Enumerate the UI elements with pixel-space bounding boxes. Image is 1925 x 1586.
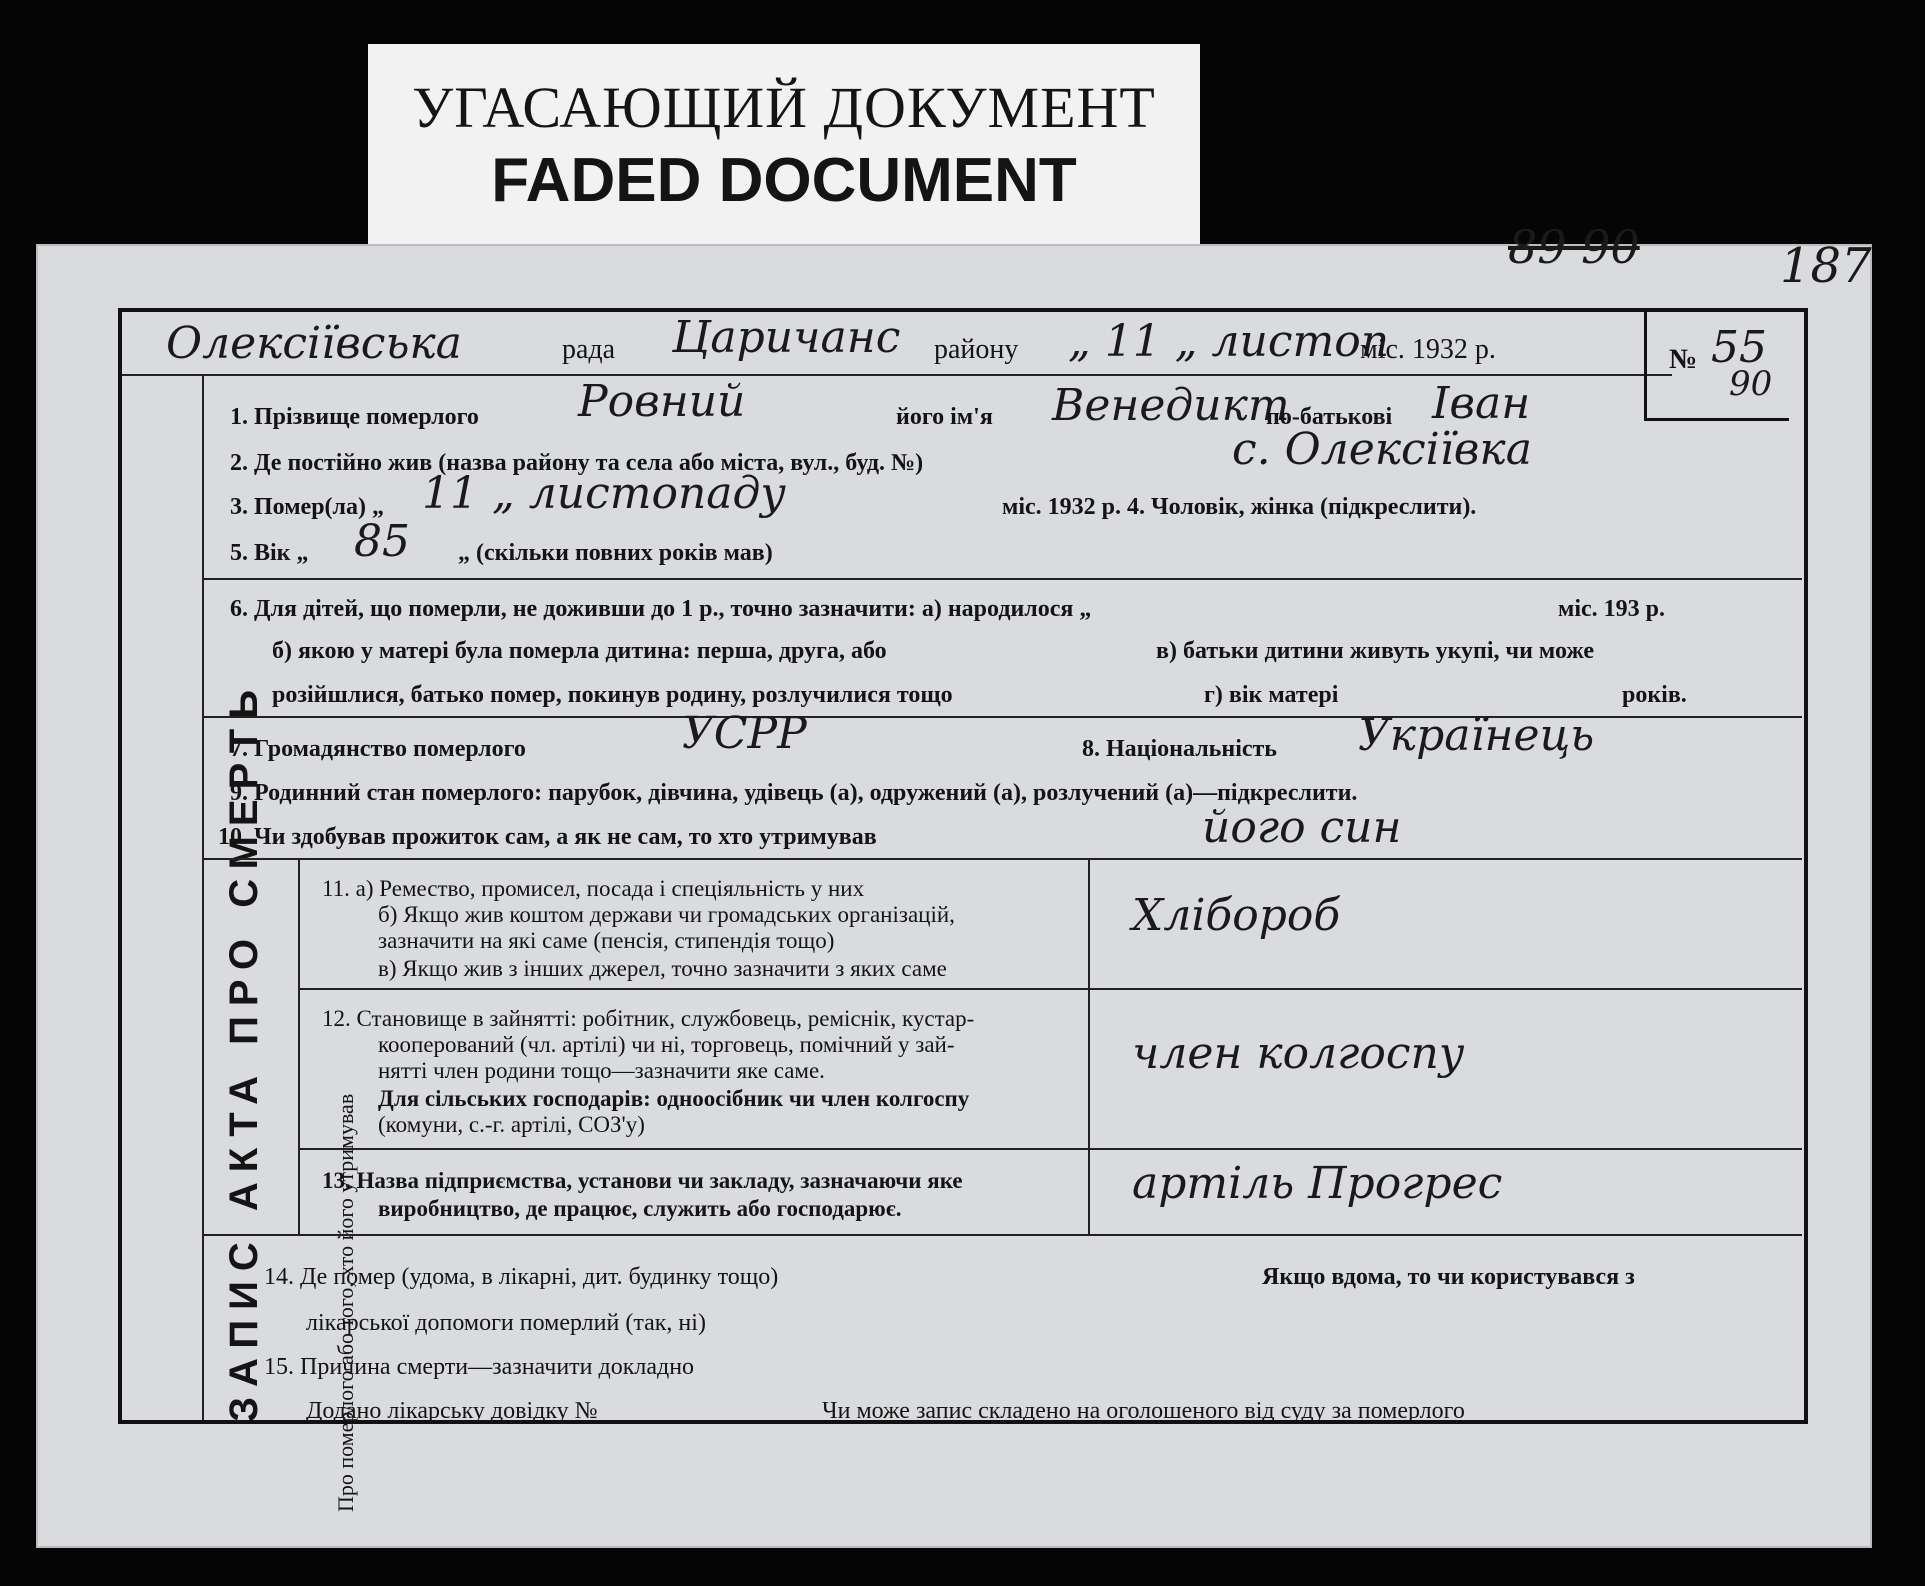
f2-label: 2. Де постійно жив (назва району та села або міста, вул., буд. №) (230, 450, 924, 476)
f13-l1: 13. Назва підприємства, установи чи закладу, зазначаючи яке (322, 1168, 963, 1193)
crossed-number: 89 90 (1508, 220, 1640, 274)
f6-a: 6. Для дітей, що померли, не доживши до 1 р., точно зазначити: а) народилося „ (230, 596, 1092, 622)
day-handwritten: „ 11 „ листоп (1068, 316, 1390, 367)
f6-c: в) батьки дитини живуть укупі, чи може (1156, 638, 1595, 664)
record-number-box (1644, 312, 1789, 421)
form-frame (118, 308, 1808, 1512)
f7-label: 7. Громадянство померлого (230, 736, 526, 762)
f1-label: 1. Прізвище померлого (230, 404, 479, 430)
f12-l5: (комуни, с.-г. артілі, СОЗ'у) (378, 1112, 645, 1137)
f3-f4-label: міс. 1932 р. 4. Чоловік, жінка (підкреслити). (1002, 494, 1477, 520)
f6-e: г) вік матері (1204, 682, 1339, 708)
occupation-handwritten: Хлібороб (1132, 890, 1341, 941)
residence-handwritten: с. Олексіївка (1232, 424, 1532, 475)
f6-a-mis: міс. 193 р. (1558, 596, 1666, 622)
name-label: його ім'я (896, 404, 993, 430)
f8-label: 8. Національність (1082, 736, 1277, 762)
f6-f: років. (1622, 682, 1687, 708)
f15-l2: Додано лікарську довідку № (306, 1398, 598, 1424)
nationality-handwritten: Українець (1358, 710, 1595, 761)
f3-label: 3. Помер(ла) „ (230, 494, 385, 520)
f14-l1: 14. Де помер (удома, в лікарні, дит. будинку тощо) (264, 1264, 779, 1290)
f12-l3: нятті член родини тощо—зазначити яке саме. (378, 1058, 825, 1083)
f6-d: розійшлися, батько помер, покинув родину, розлучилися тощо (272, 682, 953, 708)
f13-l2: виробництво, де працює, служить або господарює. (378, 1196, 902, 1221)
month-year: міс. 1932 р. (1360, 334, 1496, 365)
raion-handwritten: Царичанс (672, 312, 901, 363)
citizenship-handwritten: УСРР (682, 708, 807, 759)
f5-tail: „ (скільки повних років мав) (458, 540, 773, 566)
f14-l2: лікарської допомоги померлий (так, ні) (306, 1310, 706, 1336)
f14-l1b: Якщо вдома, то чи користувався з (1262, 1264, 1635, 1290)
f9-label: 9. Родинний стан померлого: парубок, дівчина, удівець (а), одружений (а), розлучений (а)—підкреслити. (230, 780, 1358, 806)
surname-handwritten: Ровний (578, 376, 746, 427)
rada-label: рада (562, 334, 616, 365)
f11-l4: в) Якщо жив з інших джерел, точно зазначити з яких саме (378, 956, 947, 981)
employment-handwritten: член колгоспу (1132, 1028, 1465, 1079)
side-subtitle: Про померлого або того, хто його утримував (333, 1093, 358, 1512)
f11-l2: б) Якщо жив коштом держави чи громадських організацій, (378, 902, 955, 927)
supporter-handwritten: його син (1202, 802, 1402, 853)
archive-number: 187 (1780, 238, 1872, 294)
age-handwritten: 85 (354, 516, 410, 567)
enterprise-handwritten: артіль Прогрес (1132, 1158, 1503, 1209)
f11-l1: 11. а) Ремество, промисел, посада і спеціяльність у них (322, 876, 865, 901)
f5-label: 5. Вік „ (230, 540, 309, 566)
f12-l2: кооперований (чл. артілі) чи ні, торговець, помічний у зай- (378, 1032, 955, 1057)
record-sub-number: 90 (1729, 364, 1773, 404)
f10-label: 10. Чи здобував прожиток сам, а як не сам, то хто утримував (218, 824, 877, 850)
faded-document-label (368, 44, 1200, 250)
raion-label: району (934, 334, 1019, 365)
death-record-card (38, 220, 1872, 1546)
name-handwritten: Венедикт (1052, 380, 1290, 431)
patronymic-label: по-батькові (1266, 404, 1393, 430)
patronymic-handwritten: Іван (1432, 378, 1531, 429)
rada-handwritten: Олексіївська (166, 318, 462, 369)
f15-l2b: Чи може запис складено на оголошеного від суду за померлого (822, 1398, 1465, 1424)
f12-l4: Для сільських господарів: одноосібник чи член колгоспу (378, 1086, 970, 1111)
label-english: FADED DOCUMENT (491, 146, 1077, 215)
f12-l1: 12. Становище в зайнятті: робітник, службовець, реміснік, кустар- (322, 1006, 975, 1031)
f11-l3: зазначити на які саме (пенсія, стипендія тощо) (378, 928, 835, 953)
f6-b: б) якою у матері була померла дитина: перша, друга, або (272, 638, 887, 664)
death-date-handwritten: 11 „ листопаду (422, 468, 786, 519)
label-russian: УГАСАЮЩИЙ ДОКУМЕНТ (412, 75, 1156, 140)
side-title: ЗАПИС АКТА ПРО СМЕРТЬ (222, 680, 266, 1422)
record-number: 55 (1711, 322, 1767, 373)
f15-l1: 15. Причина смерти—зазначити докладно (264, 1354, 695, 1380)
number-label: № (1669, 344, 1698, 375)
